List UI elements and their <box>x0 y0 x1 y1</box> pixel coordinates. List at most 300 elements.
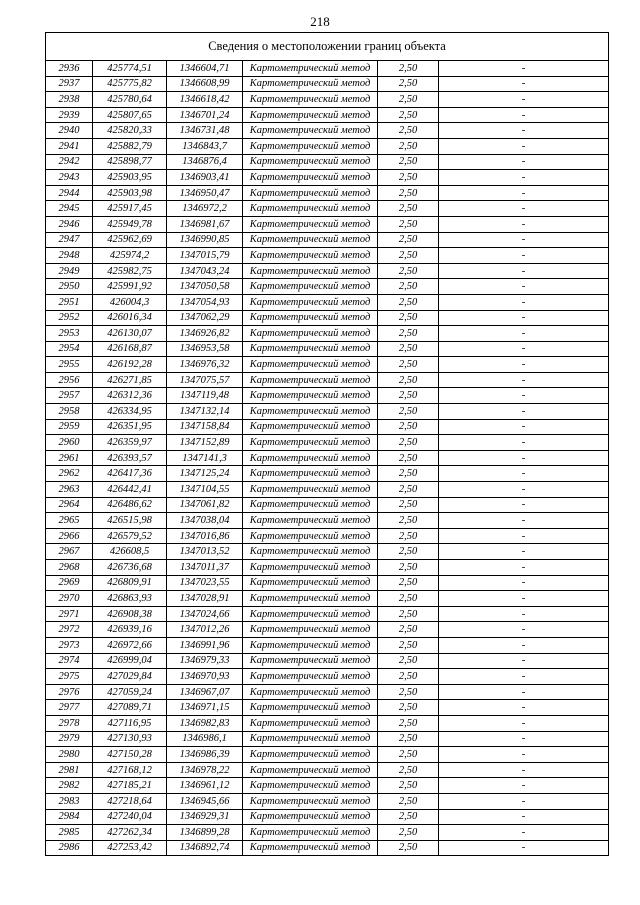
cell-accuracy: 2,50 <box>378 248 439 264</box>
cell-accuracy: 2,50 <box>378 513 439 529</box>
cell-y-coordinate: 1347050,58 <box>167 279 243 295</box>
cell-y-coordinate: 1346731,48 <box>167 123 243 139</box>
cell-accuracy: 2,50 <box>378 92 439 108</box>
cell-description: - <box>439 669 609 685</box>
cell-point-number: 2960 <box>46 435 93 451</box>
cell-y-coordinate: 1347054,93 <box>167 294 243 310</box>
cell-accuracy: 2,50 <box>378 497 439 513</box>
cell-method: Картометрический метод <box>243 357 378 373</box>
cell-point-number: 2986 <box>46 840 93 856</box>
table-row <box>46 653 609 669</box>
cell-point-number: 2949 <box>46 263 93 279</box>
cell-y-coordinate: 1346978,22 <box>167 762 243 778</box>
cell-accuracy: 2,50 <box>378 653 439 669</box>
cell-description: - <box>439 809 609 825</box>
cell-y-coordinate: 1347152,89 <box>167 435 243 451</box>
cell-description: - <box>439 154 609 170</box>
cell-x-coordinate: 426130,07 <box>93 326 167 342</box>
cell-method: Картометрический метод <box>243 622 378 638</box>
cell-y-coordinate: 1347012,26 <box>167 622 243 638</box>
cell-point-number: 2972 <box>46 622 93 638</box>
cell-description: - <box>439 170 609 186</box>
cell-method: Картометрический метод <box>243 778 378 794</box>
cell-y-coordinate: 1346970,93 <box>167 669 243 685</box>
cell-point-number: 2943 <box>46 170 93 186</box>
cell-x-coordinate: 426939,16 <box>93 622 167 638</box>
cell-method: Картометрический метод <box>243 591 378 607</box>
cell-x-coordinate: 426809,91 <box>93 575 167 591</box>
cell-point-number: 2982 <box>46 778 93 794</box>
cell-method: Картометрический метод <box>243 341 378 357</box>
cell-point-number: 2966 <box>46 528 93 544</box>
cell-method: Картометрический метод <box>243 154 378 170</box>
cell-y-coordinate: 1346990,85 <box>167 232 243 248</box>
cell-x-coordinate: 426736,68 <box>93 560 167 576</box>
table-row <box>46 700 609 716</box>
cell-y-coordinate: 1347038,04 <box>167 513 243 529</box>
cell-method: Картометрический метод <box>243 825 378 841</box>
cell-description: - <box>439 419 609 435</box>
cell-description: - <box>439 92 609 108</box>
cell-y-coordinate: 1346876,4 <box>167 154 243 170</box>
cell-point-number: 2962 <box>46 466 93 482</box>
cell-point-number: 2976 <box>46 684 93 700</box>
cell-accuracy: 2,50 <box>378 372 439 388</box>
cell-x-coordinate: 426393,57 <box>93 450 167 466</box>
table-row <box>46 622 609 638</box>
table-row <box>46 840 609 856</box>
cell-point-number: 2951 <box>46 294 93 310</box>
cell-x-coordinate: 425807,65 <box>93 107 167 123</box>
cell-description: - <box>439 201 609 217</box>
cell-y-coordinate: 1347013,52 <box>167 544 243 560</box>
cell-x-coordinate: 427185,21 <box>93 778 167 794</box>
cell-point-number: 2961 <box>46 450 93 466</box>
cell-accuracy: 2,50 <box>378 700 439 716</box>
table-row <box>46 591 609 607</box>
cell-point-number: 2964 <box>46 497 93 513</box>
cell-description: - <box>439 778 609 794</box>
table-row <box>46 294 609 310</box>
cell-method: Картометрический метод <box>243 575 378 591</box>
cell-accuracy: 2,50 <box>378 840 439 856</box>
cell-description: - <box>439 138 609 154</box>
cell-y-coordinate: 1347158,84 <box>167 419 243 435</box>
table-row <box>46 466 609 482</box>
cell-accuracy: 2,50 <box>378 466 439 482</box>
cell-description: - <box>439 263 609 279</box>
cell-point-number: 2971 <box>46 606 93 622</box>
cell-point-number: 2940 <box>46 123 93 139</box>
cell-description: - <box>439 372 609 388</box>
cell-method: Картометрический метод <box>243 482 378 498</box>
cell-x-coordinate: 426168,87 <box>93 341 167 357</box>
cell-x-coordinate: 427059,24 <box>93 684 167 700</box>
cell-method: Картометрический метод <box>243 419 378 435</box>
table-row <box>46 279 609 295</box>
cell-accuracy: 2,50 <box>378 793 439 809</box>
cell-point-number: 2979 <box>46 731 93 747</box>
cell-method: Картометрический метод <box>243 435 378 451</box>
table-row <box>46 404 609 420</box>
cell-y-coordinate: 1347104,55 <box>167 482 243 498</box>
cell-method: Картометрический метод <box>243 248 378 264</box>
cell-y-coordinate: 1346986,1 <box>167 731 243 747</box>
cell-description: - <box>439 357 609 373</box>
cell-y-coordinate: 1346976,32 <box>167 357 243 373</box>
cell-method: Картометрический метод <box>243 388 378 404</box>
cell-x-coordinate: 425775,82 <box>93 76 167 92</box>
cell-x-coordinate: 426016,34 <box>93 310 167 326</box>
cell-description: - <box>439 731 609 747</box>
cell-method: Картометрический метод <box>243 637 378 653</box>
cell-accuracy: 2,50 <box>378 528 439 544</box>
cell-method: Картометрический метод <box>243 294 378 310</box>
cell-point-number: 2936 <box>46 61 93 77</box>
cell-x-coordinate: 426004,3 <box>93 294 167 310</box>
cell-x-coordinate: 425774,51 <box>93 61 167 77</box>
cell-y-coordinate: 1347119,48 <box>167 388 243 404</box>
cell-accuracy: 2,50 <box>378 419 439 435</box>
cell-point-number: 2977 <box>46 700 93 716</box>
table-row <box>46 232 609 248</box>
cell-method: Картометрический метод <box>243 809 378 825</box>
cell-x-coordinate: 426972,66 <box>93 637 167 653</box>
cell-x-coordinate: 427116,95 <box>93 715 167 731</box>
cell-x-coordinate: 427130,93 <box>93 731 167 747</box>
cell-description: - <box>439 606 609 622</box>
cell-point-number: 2975 <box>46 669 93 685</box>
cell-accuracy: 2,50 <box>378 232 439 248</box>
table-row <box>46 76 609 92</box>
cell-point-number: 2952 <box>46 310 93 326</box>
cell-description: - <box>439 544 609 560</box>
cell-accuracy: 2,50 <box>378 825 439 841</box>
cell-method: Картометрический метод <box>243 185 378 201</box>
cell-y-coordinate: 1347024,66 <box>167 606 243 622</box>
table-row <box>46 637 609 653</box>
cell-point-number: 2939 <box>46 107 93 123</box>
cell-x-coordinate: 426192,28 <box>93 357 167 373</box>
cell-y-coordinate: 1346950,47 <box>167 185 243 201</box>
cell-y-coordinate: 1346701,24 <box>167 107 243 123</box>
cell-method: Картометрический метод <box>243 606 378 622</box>
cell-point-number: 2944 <box>46 185 93 201</box>
cell-description: - <box>439 622 609 638</box>
cell-point-number: 2969 <box>46 575 93 591</box>
cell-y-coordinate: 1346967,07 <box>167 684 243 700</box>
cell-method: Картометрический метод <box>243 762 378 778</box>
cell-accuracy: 2,50 <box>378 76 439 92</box>
cell-method: Картометрический метод <box>243 263 378 279</box>
cell-y-coordinate: 1346945,66 <box>167 793 243 809</box>
table-row <box>46 731 609 747</box>
table-row <box>46 216 609 232</box>
cell-point-number: 2937 <box>46 76 93 92</box>
cell-method: Картометрический метод <box>243 61 378 77</box>
cell-x-coordinate: 425949,78 <box>93 216 167 232</box>
cell-description: - <box>439 513 609 529</box>
cell-y-coordinate: 1346972,2 <box>167 201 243 217</box>
cell-description: - <box>439 107 609 123</box>
cell-y-coordinate: 1346971,15 <box>167 700 243 716</box>
cell-y-coordinate: 1346604,71 <box>167 61 243 77</box>
cell-x-coordinate: 426999,04 <box>93 653 167 669</box>
cell-method: Картометрический метод <box>243 560 378 576</box>
cell-method: Картометрический метод <box>243 76 378 92</box>
cell-description: - <box>439 185 609 201</box>
cell-y-coordinate: 1346926,82 <box>167 326 243 342</box>
table-row <box>46 575 609 591</box>
cell-x-coordinate: 426417,36 <box>93 466 167 482</box>
table-row <box>46 606 609 622</box>
cell-accuracy: 2,50 <box>378 575 439 591</box>
cell-description: - <box>439 528 609 544</box>
cell-x-coordinate: 427168,12 <box>93 762 167 778</box>
cell-description: - <box>439 793 609 809</box>
cell-y-coordinate: 1347061,82 <box>167 497 243 513</box>
table-row <box>46 762 609 778</box>
cell-method: Картометрический метод <box>243 92 378 108</box>
table-title: Сведения о местоположении границ объекта <box>46 33 609 61</box>
cell-x-coordinate: 426359,97 <box>93 435 167 451</box>
cell-accuracy: 2,50 <box>378 201 439 217</box>
cell-description: - <box>439 747 609 763</box>
cell-point-number: 2955 <box>46 357 93 373</box>
cell-method: Картометрический метод <box>243 793 378 809</box>
cell-accuracy: 2,50 <box>378 310 439 326</box>
cell-x-coordinate: 425982,75 <box>93 263 167 279</box>
cell-method: Картометрический метод <box>243 544 378 560</box>
cell-method: Картометрический метод <box>243 279 378 295</box>
cell-accuracy: 2,50 <box>378 279 439 295</box>
cell-method: Картометрический метод <box>243 840 378 856</box>
cell-description: - <box>439 825 609 841</box>
cell-description: - <box>439 637 609 653</box>
table-row <box>46 326 609 342</box>
cell-method: Картометрический метод <box>243 170 378 186</box>
boundary-coordinates-table <box>45 32 609 856</box>
table-row <box>46 778 609 794</box>
table-body <box>46 61 609 856</box>
cell-y-coordinate: 1346953,58 <box>167 341 243 357</box>
cell-y-coordinate: 1346843,7 <box>167 138 243 154</box>
cell-method: Картометрический метод <box>243 310 378 326</box>
table-row <box>46 528 609 544</box>
table-row <box>46 497 609 513</box>
cell-x-coordinate: 426442,41 <box>93 482 167 498</box>
table-row <box>46 107 609 123</box>
cell-accuracy: 2,50 <box>378 731 439 747</box>
cell-method: Картометрический метод <box>243 513 378 529</box>
cell-method: Картометрический метод <box>243 404 378 420</box>
cell-description: - <box>439 715 609 731</box>
table-row <box>46 154 609 170</box>
cell-description: - <box>439 762 609 778</box>
cell-y-coordinate: 1346991,96 <box>167 637 243 653</box>
cell-method: Картометрический метод <box>243 232 378 248</box>
cell-description: - <box>439 560 609 576</box>
cell-y-coordinate: 1347011,37 <box>167 560 243 576</box>
cell-accuracy: 2,50 <box>378 747 439 763</box>
table-row <box>46 544 609 560</box>
cell-y-coordinate: 1346961,12 <box>167 778 243 794</box>
table-row <box>46 263 609 279</box>
cell-accuracy: 2,50 <box>378 669 439 685</box>
cell-x-coordinate: 426608,5 <box>93 544 167 560</box>
cell-method: Картометрический метод <box>243 326 378 342</box>
cell-accuracy: 2,50 <box>378 482 439 498</box>
cell-y-coordinate: 1346986,39 <box>167 747 243 763</box>
cell-point-number: 2983 <box>46 793 93 809</box>
cell-description: - <box>439 684 609 700</box>
cell-method: Картометрический метод <box>243 715 378 731</box>
cell-point-number: 2946 <box>46 216 93 232</box>
cell-description: - <box>439 466 609 482</box>
cell-point-number: 2938 <box>46 92 93 108</box>
cell-point-number: 2942 <box>46 154 93 170</box>
cell-description: - <box>439 840 609 856</box>
cell-accuracy: 2,50 <box>378 170 439 186</box>
cell-y-coordinate: 1347125,24 <box>167 466 243 482</box>
cell-method: Картометрический метод <box>243 669 378 685</box>
cell-x-coordinate: 425991,92 <box>93 279 167 295</box>
cell-y-coordinate: 1347023,55 <box>167 575 243 591</box>
table-row <box>46 185 609 201</box>
cell-accuracy: 2,50 <box>378 544 439 560</box>
cell-y-coordinate: 1346929,31 <box>167 809 243 825</box>
cell-accuracy: 2,50 <box>378 778 439 794</box>
cell-accuracy: 2,50 <box>378 294 439 310</box>
cell-y-coordinate: 1346618,42 <box>167 92 243 108</box>
cell-x-coordinate: 426271,85 <box>93 372 167 388</box>
table-row <box>46 560 609 576</box>
cell-method: Картометрический метод <box>243 528 378 544</box>
cell-description: - <box>439 232 609 248</box>
page-number: 218 <box>310 14 330 29</box>
cell-description: - <box>439 216 609 232</box>
table-row <box>46 248 609 264</box>
cell-x-coordinate: 427029,84 <box>93 669 167 685</box>
cell-y-coordinate: 1346892,74 <box>167 840 243 856</box>
cell-description: - <box>439 450 609 466</box>
cell-method: Картометрический метод <box>243 107 378 123</box>
cell-y-coordinate: 1347132,14 <box>167 404 243 420</box>
cell-description: - <box>439 61 609 77</box>
cell-description: - <box>439 497 609 513</box>
cell-point-number: 2957 <box>46 388 93 404</box>
cell-point-number: 2945 <box>46 201 93 217</box>
cell-point-number: 2981 <box>46 762 93 778</box>
table-row <box>46 372 609 388</box>
cell-method: Картометрический метод <box>243 216 378 232</box>
cell-method: Картометрический метод <box>243 684 378 700</box>
table-row <box>46 669 609 685</box>
cell-accuracy: 2,50 <box>378 637 439 653</box>
cell-description: - <box>439 700 609 716</box>
cell-y-coordinate: 1347015,79 <box>167 248 243 264</box>
cell-y-coordinate: 1347016,86 <box>167 528 243 544</box>
cell-description: - <box>439 341 609 357</box>
cell-x-coordinate: 425820,33 <box>93 123 167 139</box>
cell-description: - <box>439 294 609 310</box>
cell-method: Картометрический метод <box>243 450 378 466</box>
table-row <box>46 715 609 731</box>
cell-x-coordinate: 426312,36 <box>93 388 167 404</box>
cell-point-number: 2967 <box>46 544 93 560</box>
cell-point-number: 2947 <box>46 232 93 248</box>
table-row <box>46 357 609 373</box>
cell-accuracy: 2,50 <box>378 809 439 825</box>
table-row <box>46 793 609 809</box>
cell-method: Картометрический метод <box>243 372 378 388</box>
cell-point-number: 2980 <box>46 747 93 763</box>
cell-x-coordinate: 425898,77 <box>93 154 167 170</box>
cell-y-coordinate: 1346979,33 <box>167 653 243 669</box>
cell-method: Картометрический метод <box>243 123 378 139</box>
cell-y-coordinate: 1346899,28 <box>167 825 243 841</box>
cell-accuracy: 2,50 <box>378 435 439 451</box>
table-row <box>46 310 609 326</box>
cell-accuracy: 2,50 <box>378 154 439 170</box>
table-row <box>46 450 609 466</box>
cell-description: - <box>439 248 609 264</box>
cell-x-coordinate: 425917,45 <box>93 201 167 217</box>
cell-accuracy: 2,50 <box>378 216 439 232</box>
cell-x-coordinate: 427253,42 <box>93 840 167 856</box>
cell-y-coordinate: 1346608,99 <box>167 76 243 92</box>
cell-description: - <box>439 310 609 326</box>
cell-x-coordinate: 425903,98 <box>93 185 167 201</box>
cell-point-number: 2974 <box>46 653 93 669</box>
table-row <box>46 341 609 357</box>
cell-accuracy: 2,50 <box>378 61 439 77</box>
cell-point-number: 2950 <box>46 279 93 295</box>
table-row <box>46 138 609 154</box>
cell-x-coordinate: 426908,38 <box>93 606 167 622</box>
cell-point-number: 2968 <box>46 560 93 576</box>
cell-accuracy: 2,50 <box>378 450 439 466</box>
cell-description: - <box>439 653 609 669</box>
table-row <box>46 809 609 825</box>
cell-x-coordinate: 427240,04 <box>93 809 167 825</box>
cell-accuracy: 2,50 <box>378 123 439 139</box>
cell-y-coordinate: 1346903,41 <box>167 170 243 186</box>
cell-accuracy: 2,50 <box>378 326 439 342</box>
cell-x-coordinate: 426579,52 <box>93 528 167 544</box>
cell-x-coordinate: 425882,79 <box>93 138 167 154</box>
cell-accuracy: 2,50 <box>378 591 439 607</box>
cell-accuracy: 2,50 <box>378 622 439 638</box>
cell-accuracy: 2,50 <box>378 606 439 622</box>
cell-accuracy: 2,50 <box>378 762 439 778</box>
cell-point-number: 2985 <box>46 825 93 841</box>
cell-point-number: 2959 <box>46 419 93 435</box>
cell-x-coordinate: 427089,71 <box>93 700 167 716</box>
table-row <box>46 825 609 841</box>
cell-method: Картометрический метод <box>243 138 378 154</box>
cell-point-number: 2984 <box>46 809 93 825</box>
table-title-row <box>46 33 609 61</box>
cell-method: Картометрический метод <box>243 700 378 716</box>
cell-point-number: 2978 <box>46 715 93 731</box>
cell-point-number: 2970 <box>46 591 93 607</box>
cell-x-coordinate: 427150,28 <box>93 747 167 763</box>
table-row <box>46 123 609 139</box>
table-row <box>46 747 609 763</box>
cell-point-number: 2963 <box>46 482 93 498</box>
cell-description: - <box>439 279 609 295</box>
